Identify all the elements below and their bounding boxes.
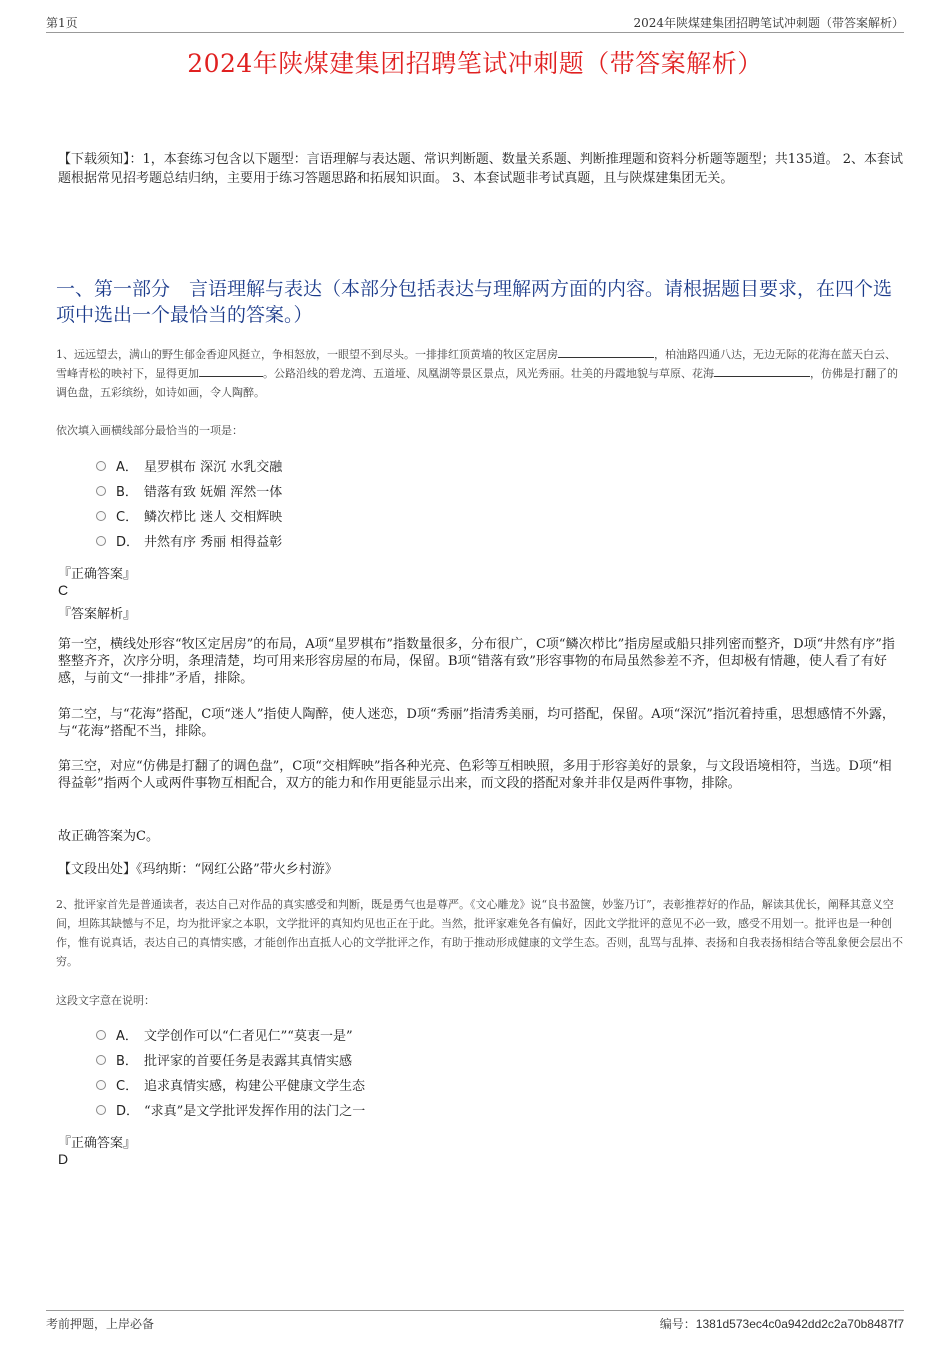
correct-answer: C — [58, 582, 69, 598]
option-a[interactable] — [96, 1022, 365, 1047]
question-1-text — [56, 345, 904, 402]
correct-answer-label: 『正确答案』 — [58, 567, 137, 582]
option-text: 文学创作可以“仁者见仁”“莫衷一是” — [144, 1029, 353, 1044]
option-letter: D． — [116, 1104, 140, 1119]
radio-icon[interactable] — [96, 1105, 106, 1115]
q1-text-part: 1、远远望去，满山的野生郁金香迎风挺立，争相怒放，一眼望不到尽头。一排排红顶黄墙的牧区定居房 — [56, 348, 558, 361]
question-1-options — [96, 453, 282, 553]
correct-answer-label: 『正确答案』 — [58, 1136, 137, 1151]
q1-text-part: ，仿佛是打翻了的调色盘，五彩缤纷，如诗如画，令人陶醉。 — [56, 367, 898, 399]
footer-slogan: 考前押题，上岸必备 — [46, 1317, 155, 1331]
radio-icon[interactable] — [96, 1080, 106, 1090]
analysis-label: 『答案解析』 — [58, 607, 137, 622]
page-header — [46, 14, 904, 33]
option-letter: A． — [116, 460, 138, 475]
q1-text-part: 。公路沿线的碧龙湾、五道垭、凤凰湖等景区景点，风光秀丽。壮美的丹霞地貌与草原、花海 — [263, 367, 714, 380]
option-text: “求真”是文学批评发挥作用的法门之一 — [144, 1104, 366, 1119]
page-number: 第1页 — [46, 16, 78, 30]
analysis-conclusion: 故正确答案为C。 — [58, 829, 159, 844]
radio-icon[interactable] — [96, 511, 106, 521]
question-2-options — [96, 1022, 365, 1122]
footer-code-value: 1381d573ec4c0a942dd2c2a70b8487f7 — [695, 1317, 904, 1331]
option-text: 井然有序 秀丽 相得益彰 — [144, 535, 283, 550]
radio-icon[interactable] — [96, 536, 106, 546]
q1-text-part: ，柏油路四通八达，无边无际的花海在蓝天白云、雪峰青松的映衬下，显得更加 — [56, 348, 896, 380]
fill-blank-3 — [714, 364, 810, 377]
source-citation: 【文段出处】《玛纳斯：“网红公路”带火乡村游》 — [58, 862, 338, 877]
page-footer — [46, 1310, 904, 1335]
question-2-prompt: 这段文字意在说明： — [56, 994, 155, 1007]
option-b[interactable] — [96, 478, 282, 503]
section-heading: 一、第一部分 言语理解与表达（本部分包括表达与理解两方面的内容。请根据题目要求，在四个选项中选出一个最恰当的答案。） — [56, 278, 893, 326]
analysis-paragraph: 第二空，与“花海”搭配，C项“迷人”指使人陶醉，使人迷恋，D项“秀丽”指清秀美丽，均可搭配，保留。A项“深沉”指沉着持重，思想感情不外露，与“花海”搭配不当，排除。 — [58, 707, 895, 739]
download-notice: 【下载须知】：1，本套练习包含以下题型：言语理解与表达题、常识判断题、数量关系题、判断推理题和资料分析题等题型；共135道。 2、本套试题根据常见招考题总结归纳，主要用于练习答题思路和拓展知识面。 3、本套试题非考试真题，且与陕煤建集团无关。 — [58, 152, 903, 186]
document-title: 2024年陕煤建集团招聘笔试冲刺题（带答案解析） — [187, 49, 763, 78]
analysis-paragraph: 第一空，横线处形容“牧区定居房”的布局，A项“星罗棋布”指数量很多，分布很广，C项“鳞次栉比”指房屋或船只排列密而整齐，D项“井然有序”指整整齐齐，次序分明，条理清楚，均可用来形容房屋的布局，保留。B项“错落有致”形容事物的布局虽然参差不齐，但却极有情趣，使人看了有好感，与前文“一排排”矛盾，排除。 — [58, 637, 895, 686]
radio-icon[interactable] — [96, 486, 106, 496]
footer-code-label: 编号： — [659, 1317, 696, 1331]
question-1-prompt: 依次填入画横线部分最恰当的一项是： — [56, 424, 243, 437]
option-text: 批评家的首要任务是表露其真情实感 — [144, 1054, 353, 1069]
option-text: 错落有致 妩媚 浑然一体 — [144, 485, 283, 500]
question-2-text: 2、批评家首先是普通读者，表达自己对作品的真实感受和判断，既是勇气也是尊严。《文心雕龙》说“良书盈箧，妙鉴乃订”，表彰推荐好的作品，解读其优长，阐释其意义空间，坦陈其缺憾与不足，均为批评家之本职，文学批评的真知灼见也正在于此。当然，批评家难免各有偏好，因此文学批评的意见不必一致，感受不用划一。批评也是一种创作，惟有说真话，表达自己的真情实感，才能创作出直抵人心的文学批评之作，有助于推动形成健康的文学生态。否则，乱骂与乱捧、表扬和自我表扬相结合等乱象便会层出不穷。 — [56, 898, 903, 968]
fill-blank-2 — [199, 364, 263, 377]
option-c[interactable] — [96, 1072, 365, 1097]
analysis-paragraph: 第三空，对应“仿佛是打翻了的调色盘”，C项“交相辉映”指各种光亮、色彩等互相映照，多用于形容美好的景象，与文段语境相符，当选。D项“相得益彰”指两个人或两件事物互相配合，双方的能力和作用更能显示出来，而文段的搭配对象并非仅是两件事物，排除。 — [58, 759, 892, 791]
option-text: 鳞次栉比 迷人 交相辉映 — [144, 510, 283, 525]
option-letter: C． — [116, 1079, 139, 1094]
option-a[interactable] — [96, 453, 282, 478]
option-d[interactable] — [96, 1097, 365, 1122]
option-letter: B． — [116, 485, 138, 500]
option-letter: B． — [116, 1054, 138, 1069]
header-doc-title: 2024年陕煤建集团招聘笔试冲刺题（带答案解析） — [633, 16, 904, 30]
radio-icon[interactable] — [96, 461, 106, 471]
correct-answer: D — [58, 1151, 69, 1167]
option-d[interactable] — [96, 528, 282, 553]
radio-icon[interactable] — [96, 1055, 106, 1065]
option-b[interactable] — [96, 1047, 365, 1072]
option-letter: A． — [116, 1029, 138, 1044]
fill-blank-1 — [558, 345, 654, 358]
option-text: 星罗棋布 深沉 水乳交融 — [144, 460, 283, 475]
option-letter: C． — [116, 510, 139, 525]
radio-icon[interactable] — [96, 1030, 106, 1040]
option-text: 追求真情实感，构建公平健康文学生态 — [144, 1079, 366, 1094]
footer-code — [660, 1315, 904, 1332]
option-c[interactable] — [96, 503, 282, 528]
option-letter: D． — [116, 535, 140, 550]
